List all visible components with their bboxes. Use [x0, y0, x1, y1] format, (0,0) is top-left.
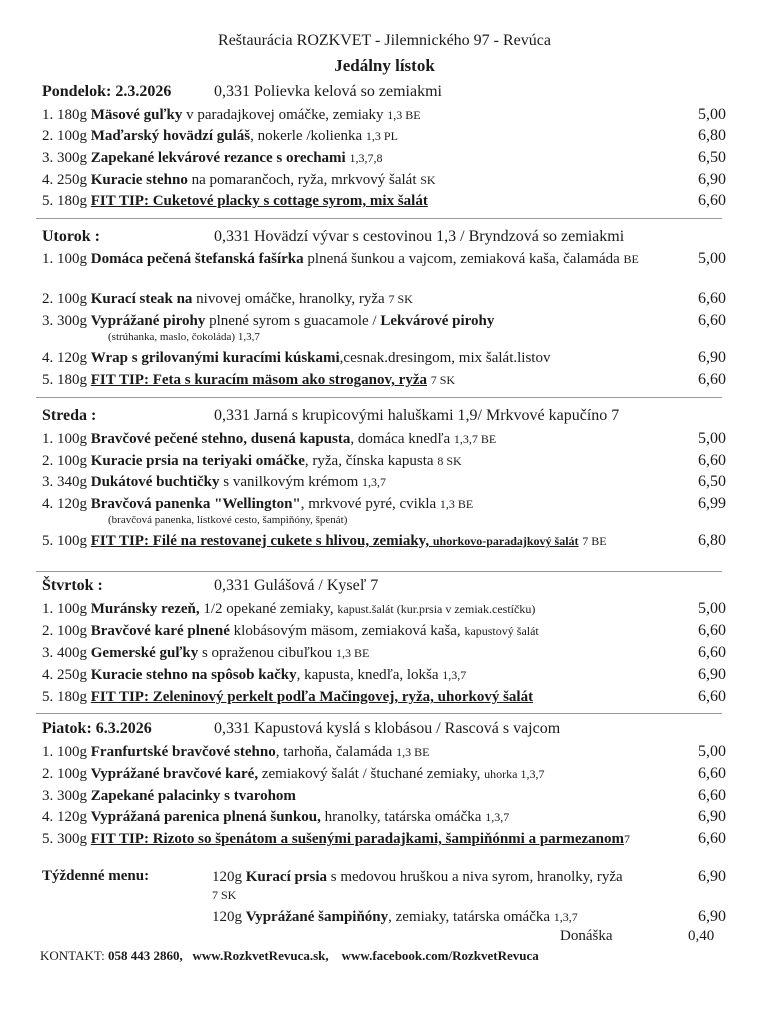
menu-item: 2. 100g Maďarský hovädzí guláš, nokerle /kolienka 1,3 PL 6,80	[42, 127, 726, 144]
item-price: 6,90	[698, 666, 726, 683]
contact-phone: 058 443 2860,	[108, 948, 183, 963]
menu-item: 3. 300g Zapekané palacinky s tvarohom 6,60	[42, 787, 726, 804]
item-price: 6,80	[698, 127, 726, 144]
item-price: 6,99	[698, 495, 726, 512]
menu-item: 2. 100g Bravčové karé plnené klobásovým mäsom, zemiaková kaša, kapustový šalát 6,60	[42, 622, 726, 639]
day-heading-tuesday	[42, 228, 625, 246]
item-note: (bravčová panenka, lístkové cesto, šampiňóny, špenát)	[108, 514, 348, 526]
day-name: Piatok: 6.3.2026	[42, 720, 152, 737]
item-price: 6,60	[698, 644, 726, 661]
day-name: Utorok :	[42, 228, 100, 245]
menu-title: Jedálny lístok	[334, 56, 435, 75]
item-price: 5,00	[698, 250, 726, 267]
weekly-item: 120g Vyprážané šampiňóny, zemiaky, tatárska omáčka 1,3,7 6,90	[212, 908, 726, 925]
menu-item: 3. 340g Dukátové buchtičky s vanilkovým krémom 1,3,7 6,50	[42, 473, 726, 490]
menu-item: 4. 120g Vyprážaná parenica plnená šunkou, hranolky, tatárska omáčka 1,3,7 6,90	[42, 808, 726, 825]
day-name: Streda :	[42, 407, 97, 424]
divider	[36, 218, 722, 219]
menu-item: 4. 250g Kuracie stehno na spôsob kačky, kapusta, knedľa, lokša 1,3,7 6,90	[42, 666, 726, 683]
item-price: 6,90	[698, 908, 726, 925]
menu-item: 3. 300g Zapekané lekvárové rezance s orechami 1,3,7,8 6,50	[42, 149, 726, 166]
item-price: 6,60	[698, 290, 726, 307]
day-soup: 0,331 Polievka kelová so zemiakmi	[214, 83, 442, 100]
menu-item: 1. 100g Muránsky rezeň, 1/2 opekané zemiaky, kapust.šalát (kur.prsia v zemiak.cestíčku) 5,00	[42, 600, 726, 617]
menu-item: 1. 180g Mäsové guľky v paradajkovej omáčke, zemiaky 1,3 BE 5,00	[42, 106, 726, 123]
day-soup: 0,331 Jarná s krupicovými haluškami 1,9/ Mrkvové kapučíno 7	[214, 407, 620, 424]
item-price: 5,00	[698, 430, 726, 447]
item-price: 6,90	[698, 349, 726, 366]
item-price: 6,90	[698, 808, 726, 825]
menu-item: 3. 400g Gemerské guľky s opraženou cibuľkou 1,3 BE 6,60	[42, 644, 726, 661]
item-price: 6,60	[698, 452, 726, 469]
delivery-price: 0,40	[688, 928, 715, 944]
item-price: 6,90	[698, 868, 726, 885]
item-price: 6,60	[698, 830, 726, 847]
divider	[36, 713, 722, 714]
item-price: 6,80	[698, 532, 726, 549]
item-price: 5,00	[698, 106, 726, 123]
contact-label: KONTAKT:	[40, 948, 105, 963]
menu-item: 2. 100g Kurací steak na nivovej omáčke, hranolky, ryža 7 SK 6,60	[42, 290, 726, 307]
menu-item-fit: 5. 180g FIT TIP: Feta s kuracím mäsom ako stroganov, ryža 7 SK 6,60	[42, 371, 726, 388]
menu-item: 1. 100g Domáca pečená štefanská fašírka plnená šunkou a vajcom, zemiaková kaša, čalamáda BE 5,00	[42, 250, 726, 267]
item-price: 6,50	[698, 149, 726, 166]
menu-item: 1. 100g Bravčové pečené stehno, dusená kapusta, domáca knedľa 1,3,7 BE 5,00	[42, 430, 726, 447]
menu-item: 4. 120g Wrap s grilovanými kuracími kúskami,cesnak.dresingom, mix šalát.listov 6,90	[42, 349, 726, 366]
day-heading-thursday	[42, 577, 379, 595]
weekly-item: 120g Kurací prsia s medovou hruškou a niva syrom, hranolky, ryža 7 SK 6,90	[212, 868, 726, 902]
contact-web: www.RozkvetRevuca.sk,	[192, 948, 329, 963]
day-heading-monday	[42, 83, 442, 101]
contact-facebook: www.facebook.com/RozkvetRevuca	[341, 948, 539, 963]
divider	[36, 571, 722, 572]
item-price: 6,60	[698, 371, 726, 388]
item-price: 5,00	[698, 743, 726, 760]
menu-item: 4. 120g Bravčová panenka "Wellington", mrkvové pyré, cvikla 1,3 BE 6,99	[42, 495, 726, 512]
day-name: Pondelok: 2.3.2026	[42, 83, 172, 100]
item-price: 6,60	[698, 787, 726, 804]
menu-item-fit: 5. 100g FIT TIP: Filé na restovanej cukete s hlivou, zemiaky, uhorkovo-paradajkový šalát 7 BE 6,80	[42, 532, 726, 549]
menu-item: 2. 100g Kuracie prsia na teriyaki omáčke, ryža, čínska kapusta 8 SK 6,60	[42, 452, 726, 469]
menu-item: 2. 100g Vyprážané bravčové karé, zemiakový šalát / štuchané zemiaky, uhorka 1,3,7 6,60	[42, 765, 726, 782]
day-heading-wednesday	[42, 407, 620, 425]
contact-footer	[40, 948, 539, 964]
weekly-menu-label: Týždenné menu:	[42, 868, 150, 884]
menu-item-fit: 5. 180g FIT TIP: Cuketové placky s cottage syrom, mix šalát 6,60	[42, 192, 726, 209]
item-price: 6,90	[698, 171, 726, 188]
menu-item-fit: 5. 180g FIT TIP: Zeleninový perkelt podľa Mačingovej, ryža, uhorkový šalát 6,60	[42, 688, 726, 705]
day-soup: 0,331 Gulášová / Kyseľ 7	[214, 577, 379, 594]
delivery-label: Donáška	[560, 928, 613, 944]
item-price: 6,60	[698, 765, 726, 782]
restaurant-header: Reštaurácia ROZKVET - Jilemnického 97 - Revúca	[218, 32, 551, 49]
menu-item: 3. 300g Vyprážané pirohy plnené syrom s guacamole / Lekvárové pirohy 6,60	[42, 312, 726, 329]
day-soup: 0,331 Kapustová kyslá s klobásou / Rascová s vajcom	[214, 720, 561, 737]
item-price: 6,60	[698, 192, 726, 209]
item-price: 6,60	[698, 312, 726, 329]
day-name: Štvrtok :	[42, 577, 103, 594]
delivery-row	[560, 928, 715, 945]
menu-item: 4. 250g Kuracie stehno na pomarančoch, ryža, mrkvový šalát SK 6,90	[42, 171, 726, 188]
item-price: 6,60	[698, 688, 726, 705]
menu-item: 1. 100g Franfurtské bravčové stehno, tarhoňa, čalamáda 1,3 BE 5,00	[42, 743, 726, 760]
day-heading-friday	[42, 720, 561, 738]
item-note: (strúhanka, maslo, čokoláda) 1,3,7	[108, 331, 260, 343]
item-price: 6,50	[698, 473, 726, 490]
divider	[36, 397, 722, 398]
menu-item-fit: 5. 300g FIT TIP: Rizoto so špenátom a sušenými paradajkami, šampiňónmi a parmezanom7 6,60	[42, 830, 726, 847]
day-soup: 0,331 Hovädzí vývar s cestovinou 1,3 / Bryndzová so zemiakmi	[214, 228, 625, 245]
item-price: 5,00	[698, 600, 726, 617]
item-price: 6,60	[698, 622, 726, 639]
